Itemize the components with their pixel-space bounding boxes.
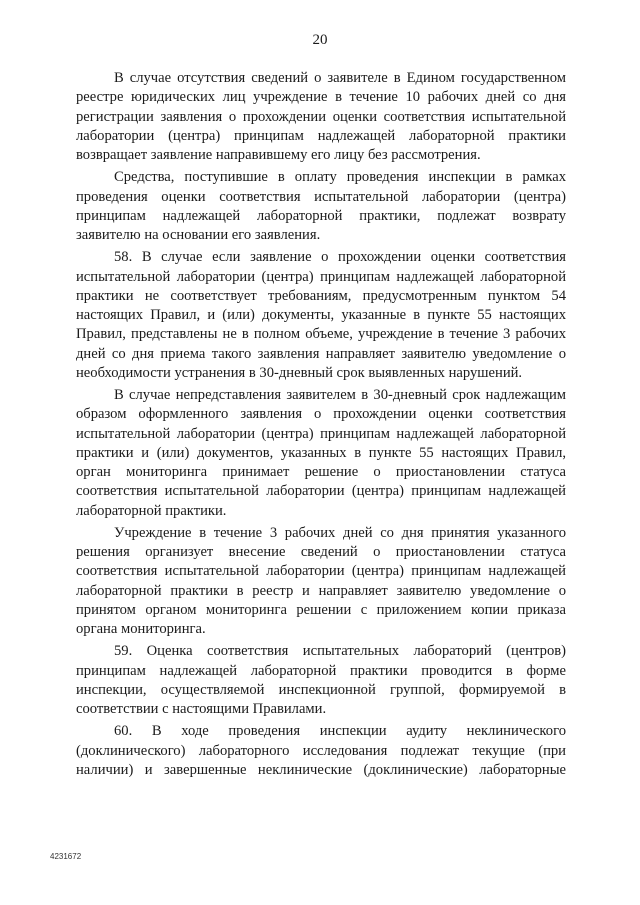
paragraph-clause-60: 60. В ходе проведения инспекции аудиту неклинического (доклинического) лабораторного исследования подлежат текущие (при наличии) и завершенные неклинические (доклинические) лабораторные [76, 723, 566, 778]
paragraph-suspension-registry: Учреждение в течение 3 рабочих дней со дня принятия указанного решения организует внесение сведений о приостановлении статуса соответствия испытательной лаборатории (центра) принципам надлежащей лабораторной практики в реестр и направляет заявителю уведомление о принятом органом мониторинга решении с приложением копии приказа органа мониторинга. [76, 524, 566, 637]
document-body [76, 69, 566, 783]
paragraph-non-submission: В случае непредставления заявителем в 30-дневный срок надлежащим образом оформленного заявления о прохождении оценки соответствия испытательной лаборатории (центра) принципам надлежащей лабораторной практики и (или) документов, указанных в пункте 55 настоящих Правил, орган мониторинга принимает решение о приостановлении статуса соответствия испытательной лаборатории (центра) принципам надлежащей лабораторной практики. [76, 387, 566, 519]
paragraph-funds-refund: Средства, поступившие в оплату проведения инспекции в рамках проведения оценки соответствия испытательной лаборатории (центра) принципам надлежащей лабораторной практики, подлежат возврату заявителю на основании его заявления. [76, 169, 566, 243]
paragraph-no-registry-record: В случае отсутствия сведений о заявителе в Едином государственном реестре юридических лиц учреждение в течение 10 рабочих дней со дня регистрации заявления о прохождении оценки соответствия испытательной лаборатории (центра) принципам надлежащей лабораторной практики возвращает заявление направившему его лицу без рассмотрения. [76, 70, 566, 163]
paragraph-clause-58: 58. В случае если заявление о прохождении оценки соответствия испытательной лаборатории (центра) принципам надлежащей лабораторной практики не соответствует требованиям, предусмотренным пунктом 54 настоящих Правил, и (или) документы, указанные в пункте 55 настоящих Правил, представлены не в полном объеме, учреждение в течение 3 рабочих дней со дня приема такого заявления направляет заявителю уведомление о необходимости устранения в 30-дневный срок выявленных нарушений. [76, 249, 566, 381]
page-number: 20 [312, 32, 328, 48]
document-code: 4231672 [50, 852, 82, 861]
paragraph-clause-59: 59. Оценка соответствия испытательных лабораторий (центров) принципам надлежащей лабораторной практики проводится в форме инспекции, осуществляемой инспекционной группой, формируемой в соответствии с настоящими Правилами. [76, 643, 566, 717]
